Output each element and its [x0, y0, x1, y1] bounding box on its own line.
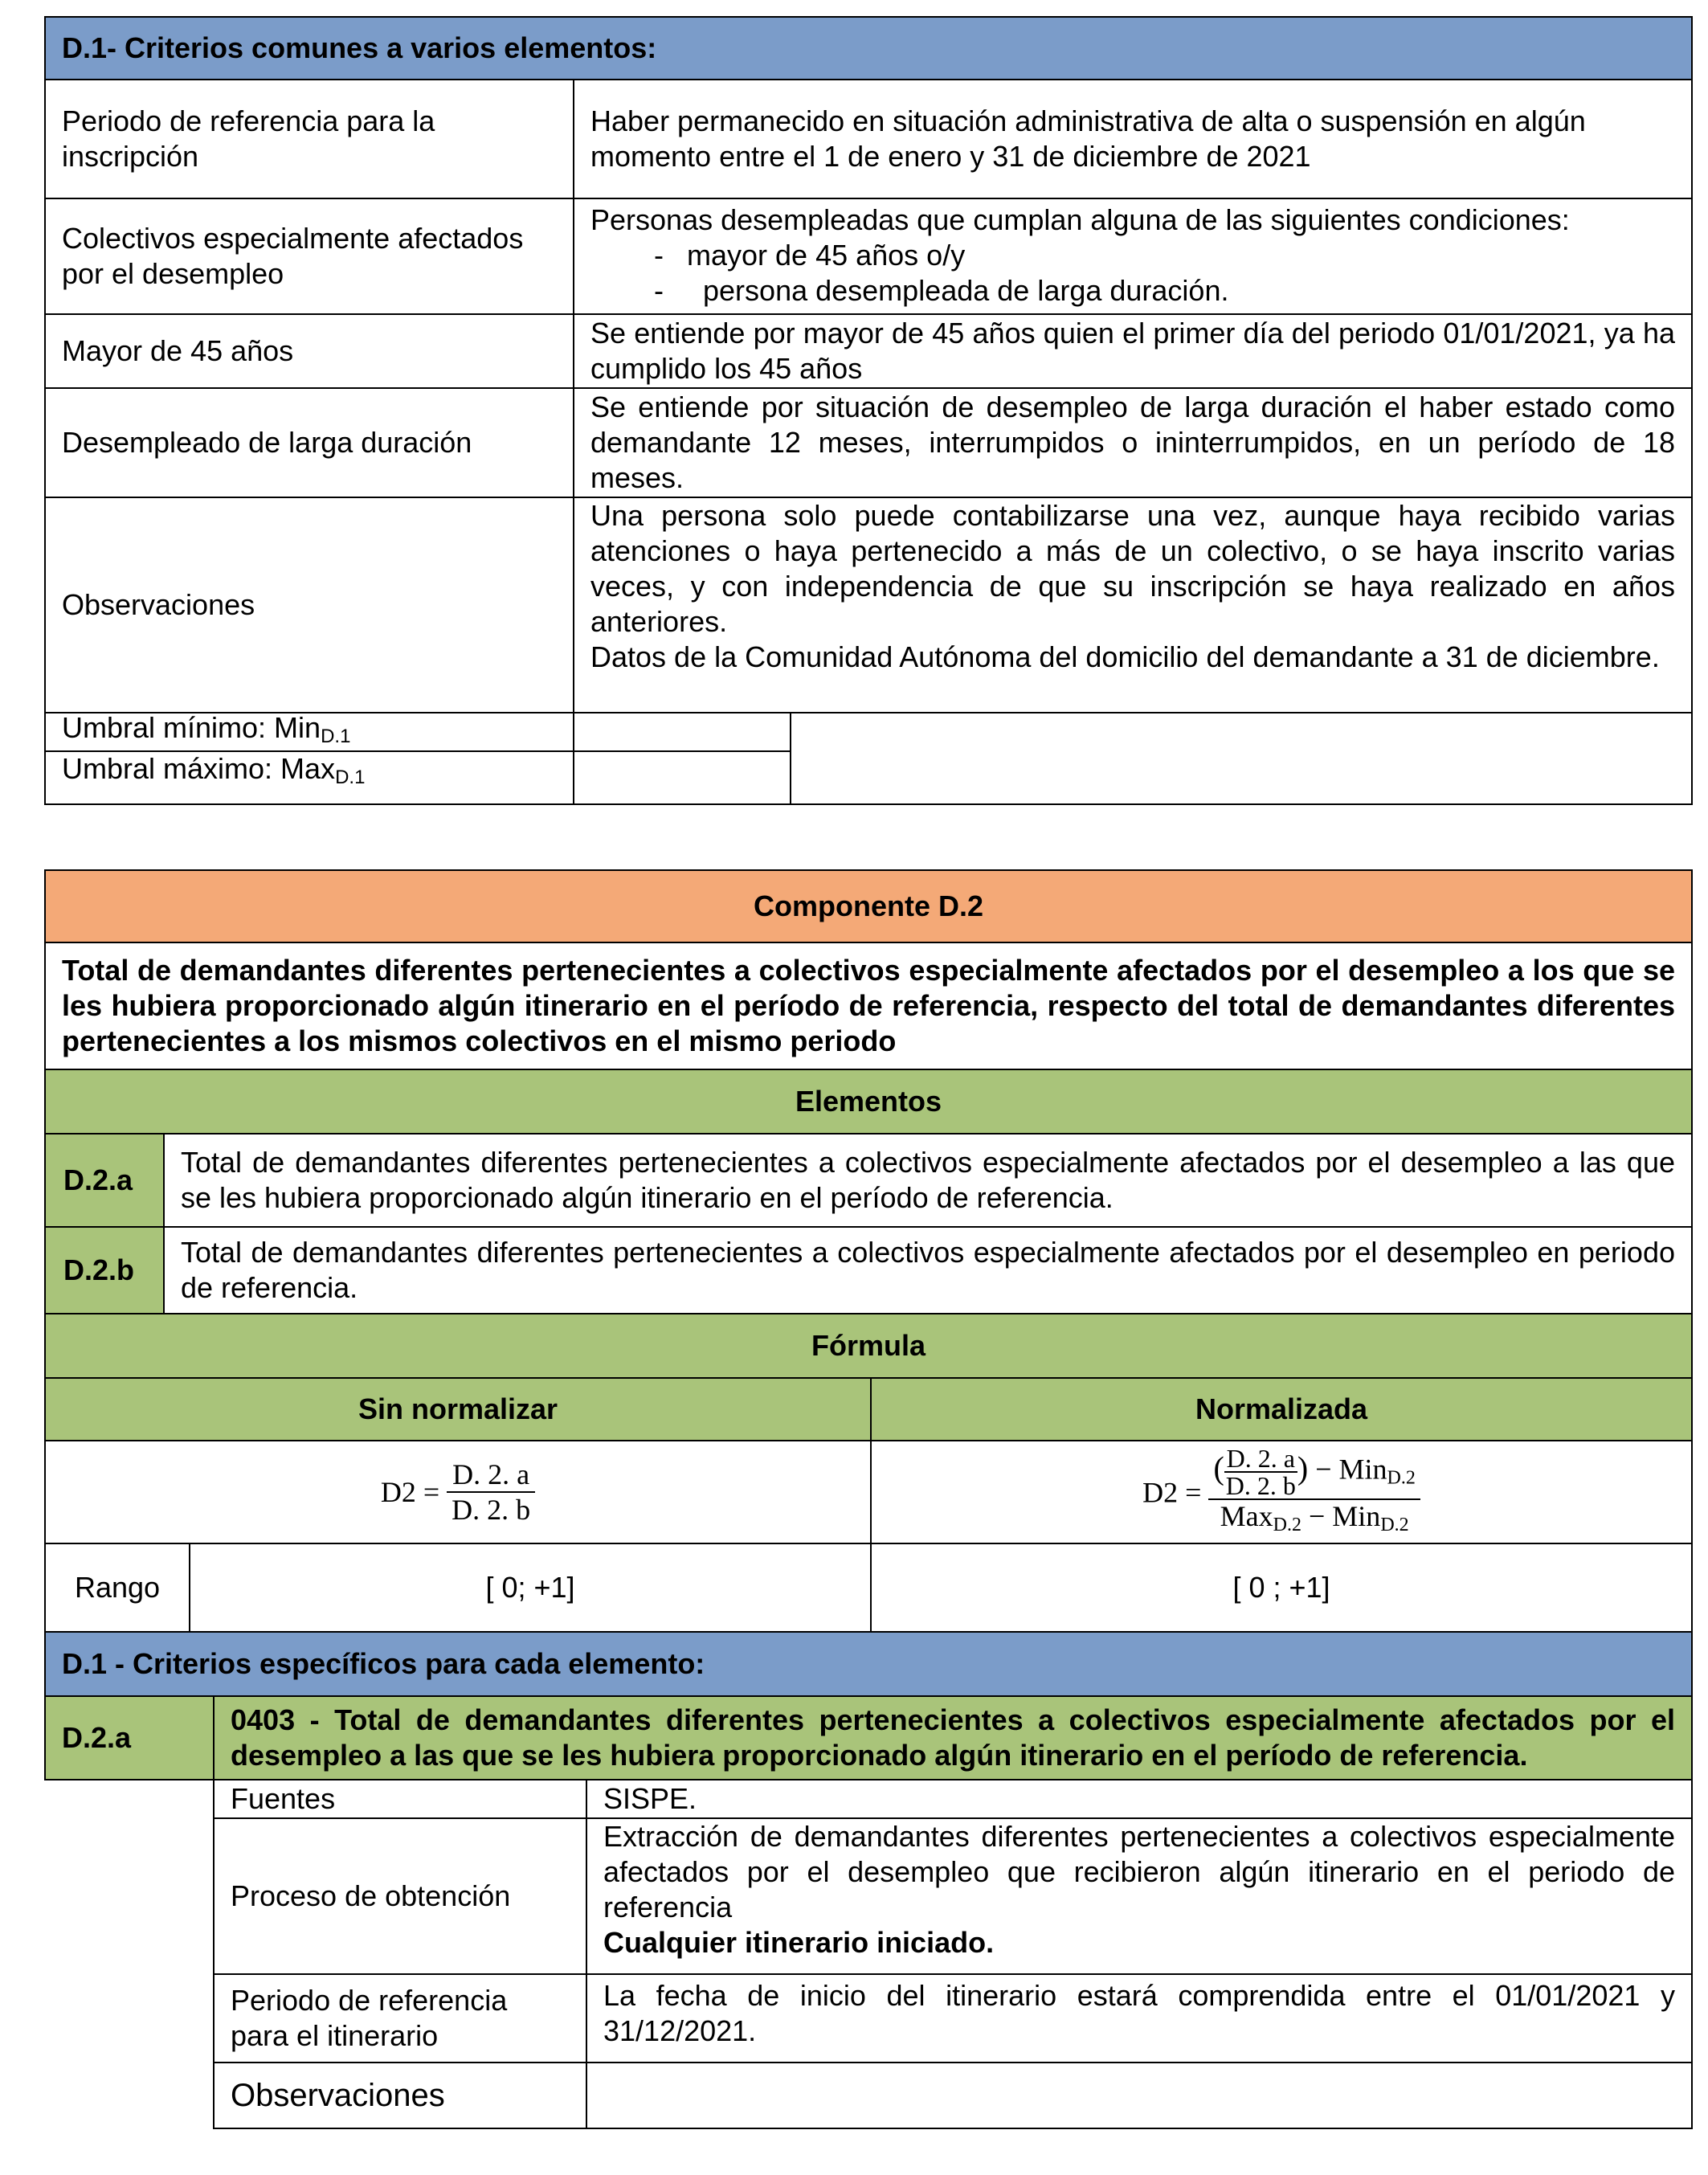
section2-element-code-text: D.2.a — [62, 1721, 132, 1754]
row-value-proceso — [586, 1817, 1693, 1975]
formula-num: D. 2. a — [447, 1457, 535, 1493]
row-value-larga — [573, 387, 1693, 498]
value-text: SISPE. — [603, 1782, 697, 1815]
label-text: Observaciones — [62, 588, 255, 621]
label-text: Fuentes — [231, 1782, 336, 1815]
value-text: Haber permanecido en situación administrativa de alta o suspensión en algún momento entre el 1 de enero y 31 de diciembre de 2021 — [590, 104, 1586, 173]
sin-normalizar-header — [44, 1377, 872, 1441]
min-sub: D.2 — [1387, 1466, 1416, 1488]
list-item: - mayor de 45 años o/y — [654, 239, 966, 272]
elemento-code-text: D.2.b — [63, 1253, 135, 1286]
minus-sign: − — [1315, 1452, 1332, 1485]
formula-norm-frac — [1208, 1444, 1420, 1541]
umbral-max-text — [62, 751, 557, 795]
elementos-header — [44, 1069, 1693, 1135]
umbral-blank — [790, 712, 1693, 805]
elemento-text-b — [163, 1226, 1693, 1314]
section1-title — [44, 16, 1693, 80]
umbral-max-label: Umbral máximo: Max — [62, 751, 336, 785]
row-value-mayor45 — [573, 313, 1693, 389]
label-text: Desempleado de larga duración — [62, 426, 472, 459]
value-intro: Personas desempleadas que cumplan alguna de las siguientes condiciones: — [590, 203, 1570, 236]
minus-sign: − — [1308, 1499, 1326, 1532]
sin-normalizar-text: Sin normalizar — [358, 1392, 558, 1425]
rango-label-text: Rango — [74, 1571, 161, 1604]
label-text: Periodo de referencia para el itinerario — [231, 1984, 508, 2052]
section2-title-text: D.1 - Criterios específicos para cada elemento: — [62, 1647, 705, 1680]
formula-den: D. 2. b — [452, 1494, 531, 1526]
max-term: Max — [1220, 1499, 1273, 1532]
row-label-observaciones-2 — [213, 2062, 587, 2129]
list-item-text: mayor de 45 años o/y — [687, 239, 966, 272]
formula-frac — [447, 1457, 535, 1527]
componente-description-text: Total de demandantes diferentes pertenecientes a colectivos especialmente afectados por el desempleo a los que se les hubiera proporcionado algún itinerario en el período de referencia, respecto del total de demandantes diferentes pertenecientes a los mismos colectivos en el mismo periodo — [62, 954, 1675, 1057]
rango-label — [44, 1543, 190, 1633]
section2-title — [44, 1631, 1693, 1697]
normalizada-header — [870, 1377, 1693, 1441]
elemento-code-text: D.2.a — [63, 1163, 133, 1196]
umbral-min-text — [62, 710, 557, 754]
formula-title: Fórmula — [811, 1329, 926, 1362]
componente-title-text: Componente D.2 — [753, 889, 983, 922]
value-text: La fecha de inicio del itinerario estará comprendida entre el 01/01/2021 y 31/12/2021. — [603, 1979, 1675, 2047]
formula-normalizada — [870, 1440, 1693, 1544]
umbral-min-label: Umbral mínimo: Min — [62, 710, 321, 744]
rango-sin-normalizar — [189, 1543, 872, 1633]
row-label-larga — [44, 387, 574, 498]
elementos-title: Elementos — [795, 1085, 942, 1118]
formula-header — [44, 1313, 1693, 1379]
row-value-periodo — [573, 79, 1693, 199]
inner-num: D. 2. a — [1224, 1445, 1297, 1473]
componente-description — [44, 942, 1693, 1070]
row-label-mayor45 — [44, 313, 574, 389]
value-bold-text: Cualquier itinerario iniciado. — [603, 1926, 995, 1959]
umbral-minimo-value[interactable] — [573, 712, 791, 752]
value-text: Extracción de demandantes diferentes pertenecientes a colectivos especialmente afectados por el desempleo que recibieron algún itinerario en el periodo de referencia — [603, 1820, 1675, 1924]
elemento-text: Total de demandantes diferentes pertenecientes a colectivos especialmente afectados por el desempleo a las que se les hubiera proporcionado algún itinerario en el período de referencia. — [181, 1146, 1675, 1214]
row-label-fuentes — [213, 1779, 587, 1819]
componente-title — [44, 869, 1693, 943]
section2-element-code — [44, 1695, 215, 1780]
formula-sin-normalizar — [44, 1440, 872, 1544]
formula-norm-expr — [872, 1444, 1691, 1541]
rango-normalizada — [870, 1543, 1693, 1633]
label-text: Colectivos especialmente afectados por el desempleo — [62, 222, 524, 290]
elemento-code-a — [44, 1133, 165, 1228]
row-label-observaciones — [44, 497, 574, 713]
label-text: Observaciones — [231, 2078, 445, 2113]
value-text: Una persona solo puede contabilizarse una vez, aunque haya recibido varias atenciones o haya pertenecido a más de un colectivo, o se haya inscrito varias veces, y con independencia de que su inscripción se haya realizado en años anteriores. — [590, 499, 1675, 638]
umbral-maximo-value[interactable] — [573, 750, 791, 805]
min-sub: D.2 — [1380, 1514, 1409, 1535]
row-value-colectivos — [573, 198, 1693, 315]
formula-norm-den — [1208, 1500, 1420, 1541]
list-item: - persona desempleada de larga duración. — [654, 274, 1229, 307]
formula-lhs: D2 = — [380, 1476, 440, 1508]
inner-frac — [1224, 1445, 1297, 1498]
row-label-proceso — [213, 1817, 587, 1975]
value-text: Se entiende por mayor de 45 años quien el primer día del periodo 01/01/2021, ya ha cumplido los 45 años — [590, 317, 1675, 385]
rango-sin-text: [ 0; +1] — [485, 1571, 575, 1604]
elemento-text-a — [163, 1133, 1693, 1228]
formula-sin-expr — [46, 1457, 870, 1527]
section2-element-title-text: 0403 - Total de demandantes diferentes pertenecientes a colectivos especialmente afectados por el desempleo a las que se les hubiera proporcionado algún itinerario en el período de referencia. — [231, 1703, 1675, 1772]
value-text: Se entiende por situación de desempleo de larga duración el haber estado como demandante 12 meses, interrumpidos o ininterrumpidos, en un período de 18 meses. — [590, 390, 1675, 494]
formula-lhs: D2 = — [1142, 1476, 1202, 1508]
rango-norm-text: [ 0 ; +1] — [1232, 1571, 1330, 1604]
row-value-observaciones-2[interactable] — [586, 2062, 1693, 2129]
normalizada-text: Normalizada — [1195, 1392, 1368, 1425]
label-text: Proceso de obtención — [231, 1879, 511, 1912]
row-label-periodo — [44, 79, 574, 199]
row-value-periodo-itinerario — [586, 1973, 1693, 2063]
value-text-2: Datos de la Comunidad Autónoma del domicilio del demandante a 31 de diciembre. — [590, 640, 1660, 673]
elemento-text: Total de demandantes diferentes pertenecientes a colectivos especialmente afectados por el desempleo en periodo de referencia. — [181, 1236, 1675, 1304]
row-value-observaciones — [573, 497, 1693, 713]
umbral-maximo-label — [44, 750, 574, 805]
row-value-fuentes — [586, 1779, 1693, 1819]
umbral-min-sub: D.1 — [321, 725, 351, 747]
row-label-periodo-itinerario — [213, 1973, 587, 2063]
section2-element-title — [213, 1695, 1693, 1780]
umbral-max-sub: D.1 — [335, 766, 366, 788]
list-item-text: persona desempleada de larga duración. — [703, 274, 1229, 307]
min-term: Min — [1338, 1452, 1387, 1485]
label-text: Periodo de referencia para la inscripción — [62, 104, 435, 173]
section1-title-text: D.1- Criterios comunes a varios elementos: — [62, 31, 657, 64]
umbral-minimo-label — [44, 712, 574, 752]
elemento-code-b — [44, 1226, 165, 1314]
inner-den: D. 2. b — [1225, 1470, 1296, 1500]
formula-norm-num: ( $\frac{D. 2. a}{D. 2. b}$ ) − Min$_{D.2}$ — [1208, 1444, 1420, 1500]
min-term: Min — [1332, 1499, 1381, 1532]
row-label-colectivos — [44, 198, 574, 315]
max-sub: D.2 — [1273, 1514, 1301, 1535]
label-text: Mayor de 45 años — [62, 334, 294, 367]
